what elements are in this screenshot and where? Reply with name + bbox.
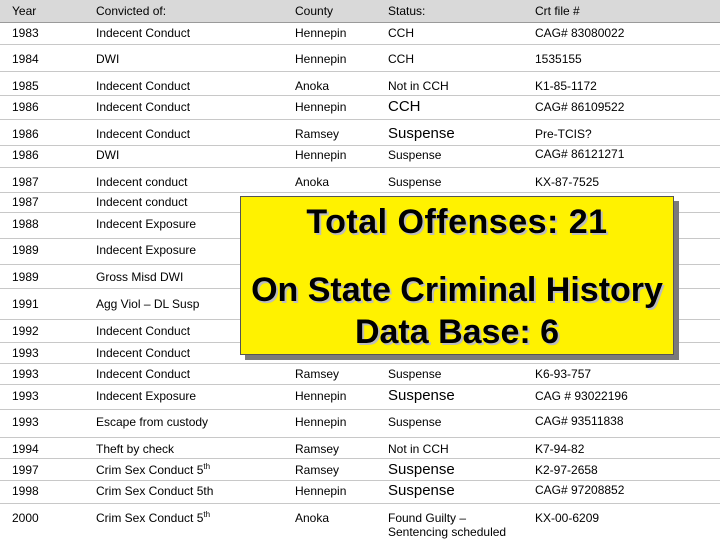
cell-status: Suspense bbox=[388, 125, 455, 142]
table-row bbox=[0, 145, 720, 168]
table-row bbox=[0, 44, 720, 72]
table-row bbox=[0, 363, 720, 385]
table-row bbox=[0, 503, 720, 540]
cell-year: 1997 bbox=[12, 463, 39, 477]
cell-file: CAG# 97208852 bbox=[535, 483, 625, 497]
cell-status: Suspense bbox=[388, 387, 455, 404]
cell-year: 1985 bbox=[12, 79, 39, 93]
cell-status: Suspense bbox=[388, 148, 442, 162]
cell-status: Suspense bbox=[388, 482, 455, 499]
cell-county: Hennepin bbox=[295, 484, 347, 498]
cell-status: Suspense bbox=[388, 461, 455, 478]
cell-county: Hennepin bbox=[295, 52, 347, 66]
header-county: County bbox=[295, 4, 334, 18]
cell-status: Not in CCH bbox=[388, 79, 449, 93]
cell-year: 1987 bbox=[12, 195, 39, 209]
cell-file: CAG# 86121271 bbox=[535, 147, 625, 161]
cell-offense: Indecent Conduct bbox=[96, 324, 191, 338]
cell-county: Ramsey bbox=[295, 442, 340, 456]
cell-offense: Escape from custody bbox=[96, 415, 209, 429]
cell-year: 1992 bbox=[12, 324, 39, 338]
cell-file: K1-85-1172 bbox=[535, 79, 597, 93]
cell-offense-text: Crim Sex Conduct 5 bbox=[96, 463, 204, 477]
cell-offense: Agg Viol – DL Susp bbox=[96, 297, 200, 311]
cell-status: CCH bbox=[388, 52, 414, 66]
table-row bbox=[0, 480, 720, 504]
cell-year: 1986 bbox=[12, 127, 39, 141]
header-status: Status: bbox=[388, 4, 426, 18]
cell-county: Anoka bbox=[295, 79, 330, 93]
cell-offense: Indecent Conduct bbox=[96, 26, 191, 40]
cell-county: Hennepin bbox=[295, 100, 347, 114]
cell-year: 1989 bbox=[12, 270, 39, 284]
header-year: Year bbox=[12, 4, 37, 18]
cell-year: 1983 bbox=[12, 26, 39, 40]
table-row bbox=[0, 384, 720, 410]
cell-offense: Indecent Exposure bbox=[96, 243, 197, 257]
state-database-label: On State Criminal History Data Base: 6 bbox=[251, 271, 663, 351]
cell-offense-superscript: th bbox=[203, 462, 211, 471]
cell-year: 1993 bbox=[12, 389, 39, 403]
cell-offense: Indecent conduct bbox=[96, 175, 188, 189]
cell-year: 1984 bbox=[12, 52, 39, 66]
cell-file: CAG # 93022196 bbox=[535, 389, 628, 403]
cell-status: CCH bbox=[388, 98, 421, 115]
total-offenses-label: Total Offenses: 21 bbox=[306, 203, 608, 241]
cell-year: 1994 bbox=[12, 442, 39, 456]
cell-file: KX-00-6209 bbox=[535, 511, 600, 525]
cell-offense: Theft by check bbox=[96, 442, 175, 456]
table-row bbox=[0, 458, 720, 481]
cell-offense: Indecent Conduct bbox=[96, 100, 191, 114]
cell-year: 1989 bbox=[12, 243, 39, 257]
cell-offense: Indecent Conduct bbox=[96, 127, 191, 141]
cell-county: Hennepin bbox=[295, 389, 347, 403]
cell-county: Anoka bbox=[295, 511, 330, 525]
cell-county: Ramsey bbox=[295, 463, 340, 477]
cell-offense: Indecent Exposure bbox=[96, 389, 197, 403]
cell-offense: DWI bbox=[96, 52, 120, 66]
cell-file: KX-87-7525 bbox=[535, 175, 600, 189]
cell-file: 1535155 bbox=[535, 52, 582, 66]
cell-year: 1988 bbox=[12, 217, 39, 231]
cell-year: 1993 bbox=[12, 415, 39, 429]
cell-file: CAG# 86109522 bbox=[535, 100, 625, 114]
table-header bbox=[0, 0, 720, 23]
header-convicted-of: Convicted of: bbox=[96, 4, 167, 18]
cell-county: Anoka bbox=[295, 175, 330, 189]
table-row bbox=[0, 71, 720, 96]
cell-offense-superscript: th bbox=[203, 510, 211, 519]
cell-offense: DWI bbox=[96, 148, 120, 162]
cell-file: Pre-TCIS? bbox=[535, 127, 592, 141]
cell-year: 2000 bbox=[12, 511, 39, 525]
table-row bbox=[0, 437, 720, 459]
table-row bbox=[0, 409, 720, 438]
cell-status: Suspense bbox=[388, 367, 442, 381]
cell-county: Hennepin bbox=[295, 415, 347, 429]
cell-county: Ramsey bbox=[295, 127, 340, 141]
cell-offense: Indecent Exposure bbox=[96, 217, 197, 231]
cell-year: 1986 bbox=[12, 100, 39, 114]
header-crt-file: Crt file # bbox=[535, 4, 580, 18]
cell-offense bbox=[96, 511, 210, 525]
cell-status: Not in CCH bbox=[388, 442, 449, 456]
cell-offense bbox=[96, 463, 210, 477]
cell-county: Hennepin bbox=[295, 26, 347, 40]
cell-offense: Gross Misd DWI bbox=[96, 270, 184, 284]
cell-status: Suspense bbox=[388, 175, 442, 189]
cell-file: CAG# 93511838 bbox=[535, 414, 624, 428]
cell-offense: Indecent conduct bbox=[96, 195, 188, 209]
cell-file: K7-94-82 bbox=[535, 442, 585, 456]
table-row bbox=[0, 95, 720, 120]
cell-status: CCH bbox=[388, 26, 414, 40]
cell-file: CAG# 83080022 bbox=[535, 26, 625, 40]
cell-offense-text: Crim Sex Conduct 5 bbox=[96, 511, 204, 525]
table-row bbox=[0, 119, 720, 146]
cell-status: Suspense bbox=[388, 415, 442, 429]
cell-offense: Indecent Conduct bbox=[96, 346, 191, 360]
cell-year: 1993 bbox=[12, 367, 39, 381]
cell-file: K2-97-2658 bbox=[535, 463, 598, 477]
cell-year: 1986 bbox=[12, 148, 39, 162]
table-row bbox=[0, 167, 720, 193]
table-row bbox=[0, 22, 720, 45]
cell-year: 1993 bbox=[12, 346, 39, 360]
cell-year: 1991 bbox=[12, 297, 39, 311]
cell-offense: Indecent Conduct bbox=[96, 79, 191, 93]
cell-status: Found Guilty – Sentencing scheduled bbox=[388, 511, 507, 539]
cell-offense: Indecent Conduct bbox=[96, 367, 191, 381]
cell-offense: Crim Sex Conduct 5th bbox=[96, 484, 214, 498]
cell-year: 1998 bbox=[12, 484, 39, 498]
cell-year: 1987 bbox=[12, 175, 39, 189]
cell-county: Ramsey bbox=[295, 367, 340, 381]
cell-file: K6-93-757 bbox=[535, 367, 592, 381]
summary-callout bbox=[240, 196, 674, 355]
cell-county: Hennepin bbox=[295, 148, 347, 162]
